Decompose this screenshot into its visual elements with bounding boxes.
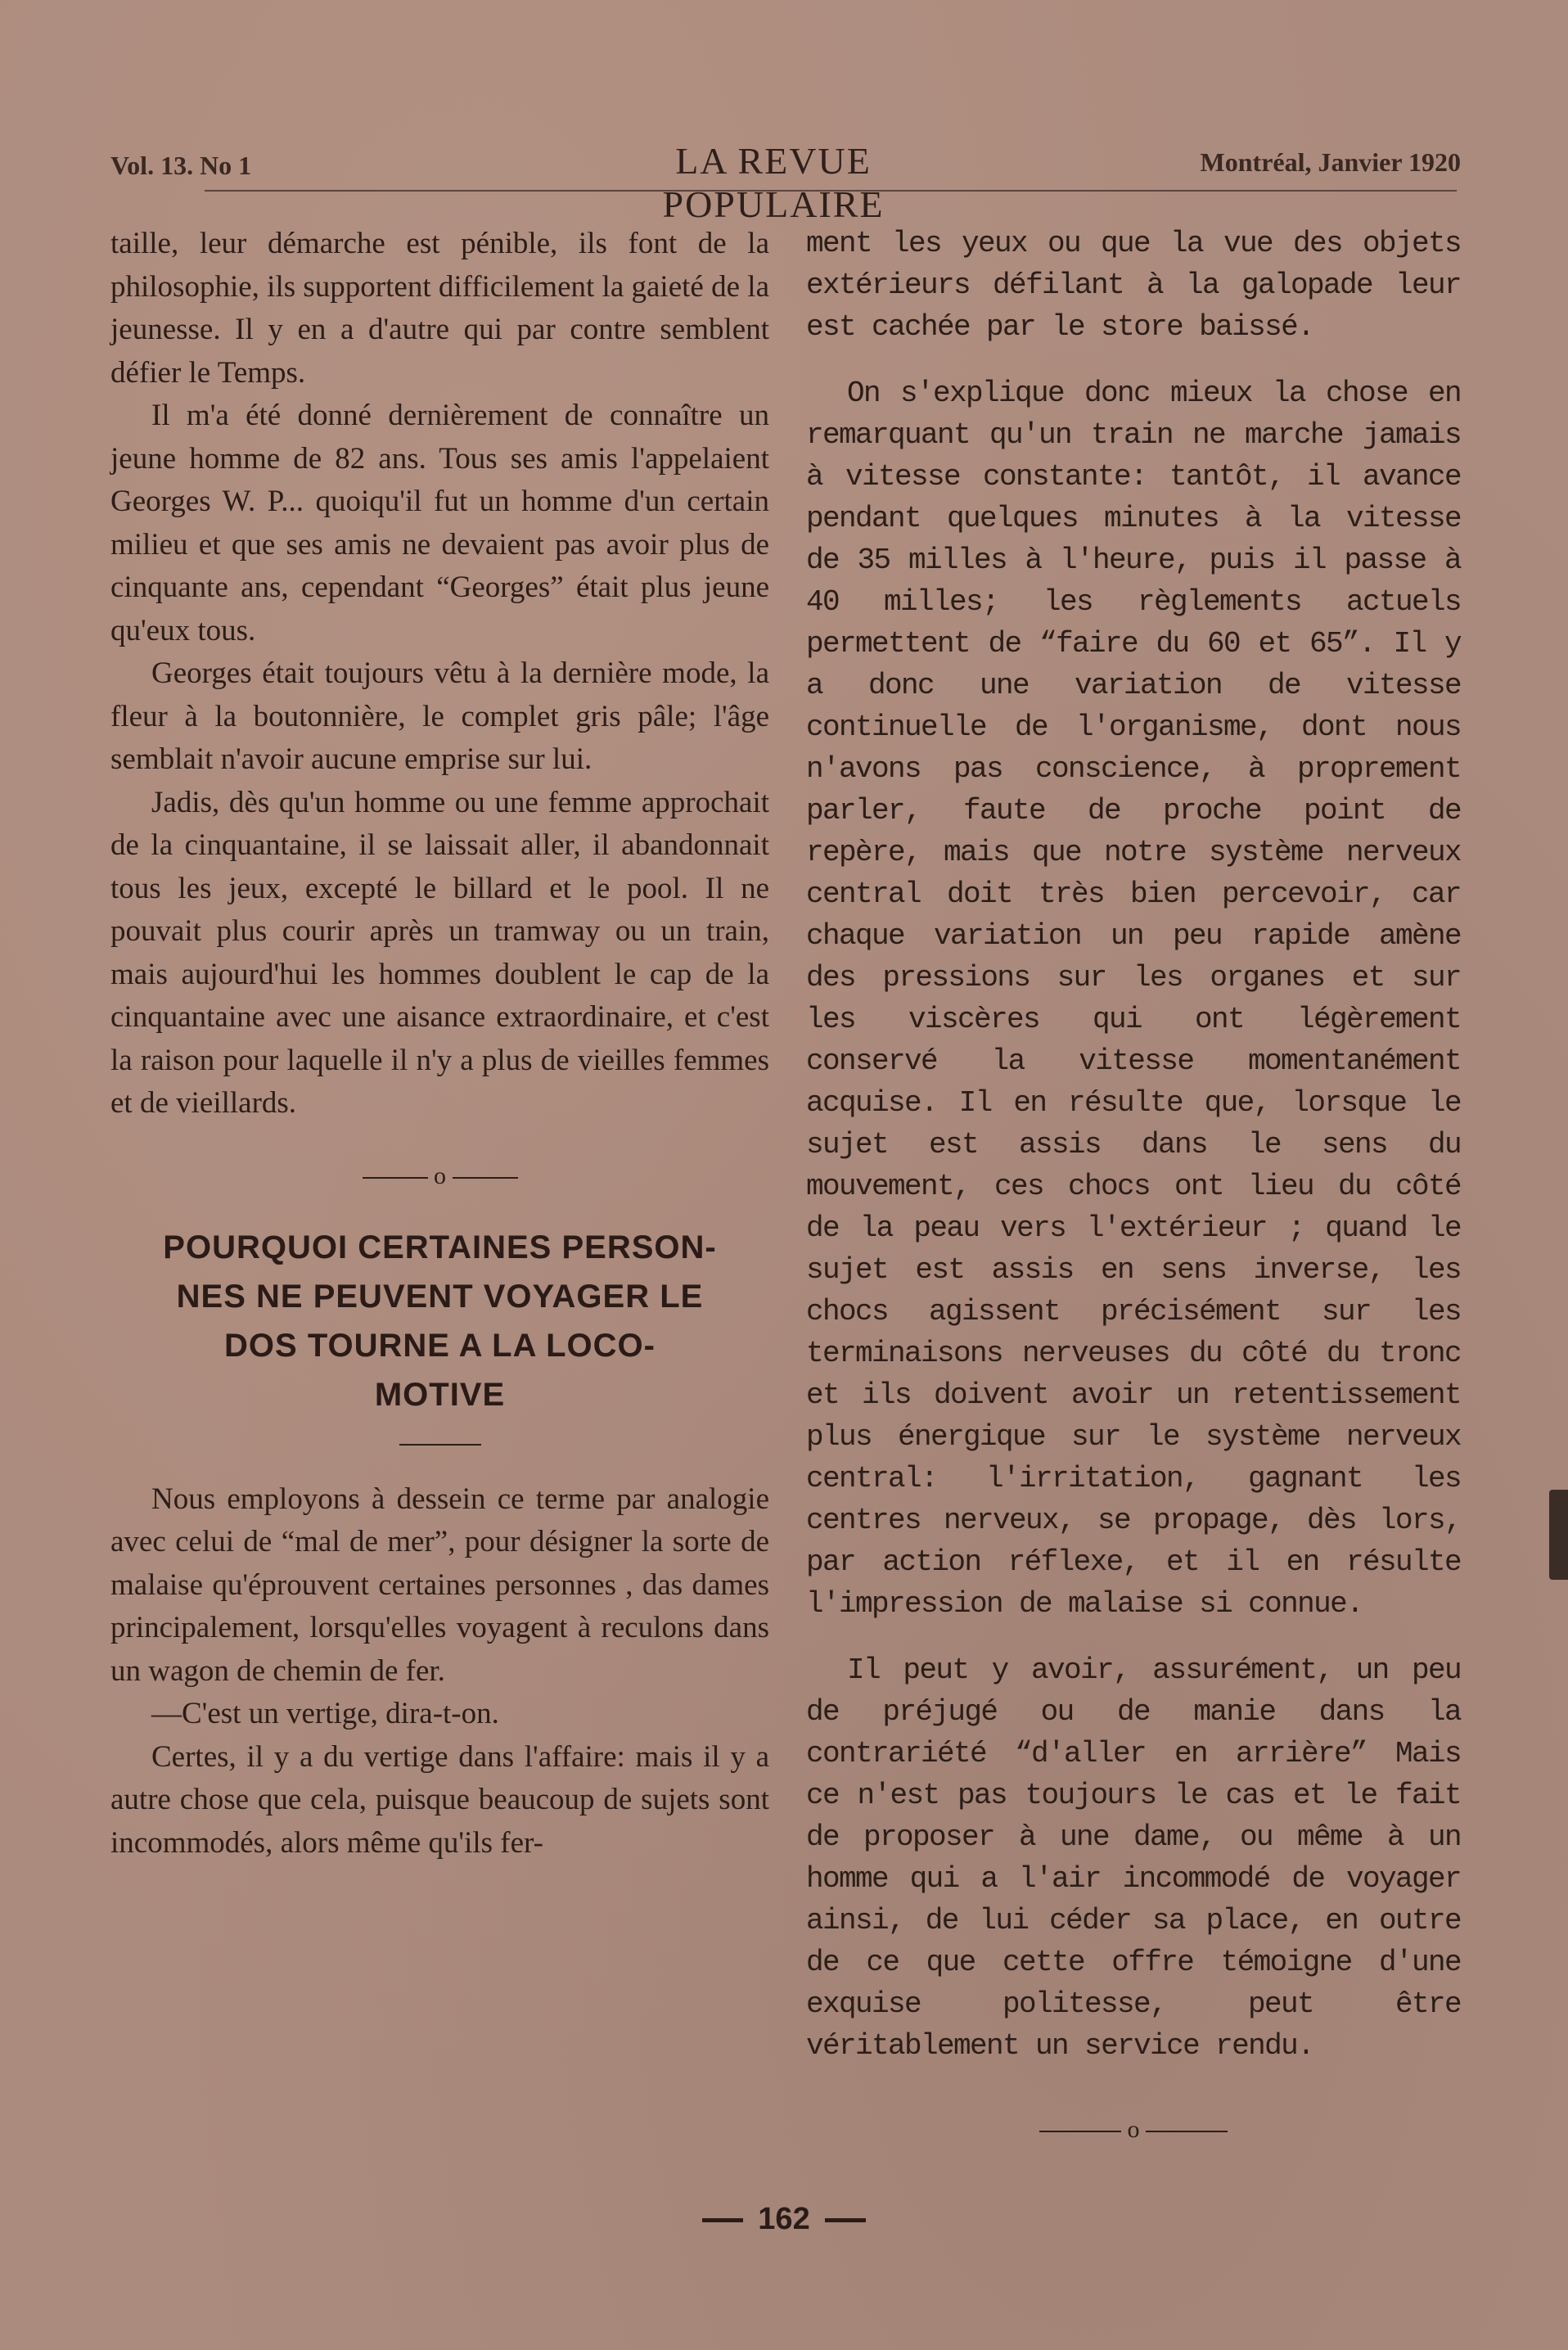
page-folio <box>0 2202 1568 2237</box>
headline-rule <box>399 1444 481 1446</box>
article-headline <box>110 1223 769 1419</box>
paragraph: —C'est un vertige, dira-t-on. <box>151 1697 499 1730</box>
paragraph: Jadis, dès qu'un homme ou une femme approchait de la cinquantaine, il se laissait aller, il abandonnait tous les jeux, excepté le billard et le pool. Il ne pouvait plus courir après un tramway ou un train, mais aujourd'hui les hommes doublent le cap de la cinquantaine avec une aisance extraordinaire, et c'est la raison pour laquelle il n'y a plus de vieilles femmes et de vieillards. <box>110 785 769 1120</box>
paragraph: taille, leur démarche est pénible, ils font de la philosophie, ils supportent difficilement la gaieté de la jeunesse. Il y en a d'autre qui par contre semblent défier le Temps. <box>110 227 769 390</box>
headline-line: DOS TOURNE A LA LOCO- <box>224 1327 656 1364</box>
headline-line: MOTIVE <box>374 1376 506 1413</box>
separator-mark: o <box>434 1161 446 1189</box>
paragraph: Il m'a été donné dernièrement de connaître un jeune homme de 82 ans. Tous ses amis l'appelaient Georges W. P... quoiqu'il fut un homme d'un certain milieu et que ses amis ne devaient pas avoir plus de cinquante ans, cependant “Georges” était plus jeune qu'eux tous. <box>110 399 769 647</box>
right-column <box>806 223 1461 2144</box>
page-edge-tab <box>1549 1490 1568 1580</box>
separator-mark: o <box>1127 2116 1140 2143</box>
headline-line: POURQUOI CERTAINES PERSON- <box>163 1229 717 1265</box>
volume-number: Vol. 13. No 1 <box>110 151 252 180</box>
folio-dash <box>702 2218 743 2222</box>
section-separator <box>110 1162 769 1190</box>
headline-line: NES NE PEUVENT VOYAGER LE <box>176 1278 704 1315</box>
paragraph: ment les yeux ou que la vue des objets extérieurs défilant à la galopade leur est cachée par le store baissé. <box>806 227 1461 344</box>
issue-date: Montréal, Janvier 1920 <box>1200 147 1461 177</box>
page-number: 162 <box>758 2202 810 2236</box>
publication-title: LA REVUE POPULAIRE <box>662 140 885 225</box>
folio-dash <box>825 2218 866 2222</box>
paragraph: Nous employons à dessein ce terme par analogie avec celui de “mal de mer”, pour désigner la sorte de malaise qu'éprouvent certaines personnes , das dames principalement, lorsqu'elles voyagent à reculons dans un wagon de chemin de fer. <box>110 1482 769 1688</box>
left-column <box>110 223 769 1865</box>
running-header <box>110 139 1461 225</box>
paragraph: Certes, il y a du vertige dans l'affaire: mais il y a autre chose que cela, puisque beaucoup de sujets sont incommodés, alors même qu'ils fer- <box>110 1739 769 1860</box>
paragraph: On s'explique donc mieux la chose en remarquant qu'un train ne marche jamais à vitesse constante: tantôt, il avance pendant quelques minutes à la vitesse de 35 milles à l'heure, puis il passe à 40 milles; les règlements actuels permettent de “faire du 60 et 65”. Il y a donc une variation de vitesse continuelle de l'organisme, dont nous n'avons pas conscience, à proprement parler, faute de proche point de repère, mais que notre système nerveux central doit très bien percevoir, car chaque variation un peu rapide amène des pressions sur les organes et sur les viscères qui ont légèrement conservé la vitesse momentanément acquise. Il en résulte que, lorsque le sujet est assis dans le sens du mouvement, ces chocs ont lieu du côté de la peau vers l'extérieur ; quand le sujet est assis en sens inverse, les chocs agissent précisément sur les terminaisons nerveuses du côté du tronc et ils doivent avoir un retentissement plus énergique sur le système nerveux central: l'irritation, gagnant les centres nerveux, se propage, dès lors, par action réflexe, et il en résulte l'impression de malaise si connue. <box>806 377 1461 1621</box>
header-rule <box>205 190 1457 192</box>
paragraph: Georges était toujours vêtu à la dernière mode, la fleur à la boutonnière, le complet gris pâle; l'âge semblait n'avoir aucune emprise sur lui. <box>110 656 769 776</box>
section-separator <box>806 2116 1461 2144</box>
paragraph: Il peut y avoir, assurément, un peu de préjugé ou de manie dans la contrariété “d'aller en arrière” Mais ce n'est pas toujours le cas et le fait de proposer à une dame, ou même à un homme qui a l'air incommodé de voyager ainsi, de lui céder sa place, en outre de ce que cette offre témoigne d'une exquise politesse, peut être véritablement un service rendu. <box>806 1653 1461 2063</box>
